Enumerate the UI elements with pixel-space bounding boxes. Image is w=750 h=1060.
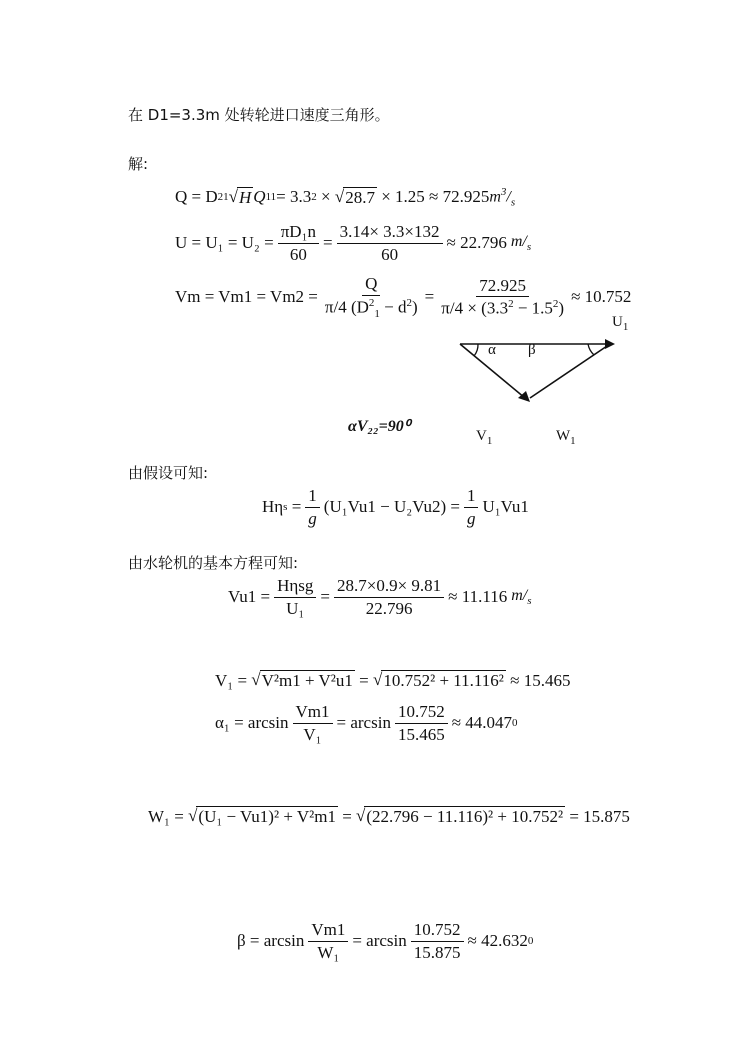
eq-alpha-mid: = arcsin (336, 713, 391, 733)
w1-vector-line (530, 344, 610, 398)
eq-beta-lhs: β = arcsin (237, 931, 305, 951)
eq-vm-result: ≈ 10.752 (571, 287, 632, 307)
eq-v1-result: ≈ 15.465 (510, 670, 571, 690)
eq-u-lhs: U = U₁ = U₂ = (175, 233, 274, 253)
fraction-beta-1: $\frac{Vm1}{\text{W₁}}$ (308, 920, 348, 962)
eq-v1-lhs: V₁ = (215, 670, 248, 690)
alpha-arc (474, 344, 478, 356)
fraction-vu-1: $\frac{\text{Hηsg}}{\text{U₁}}$ (274, 576, 316, 618)
eq-alpha-result: ≈ 44.047 (451, 713, 513, 733)
sqrt-v1-symbolic: √ V²m1 + V²u1 (251, 670, 353, 690)
eq-q-tail: × 1.25 ≈ 72.925 (381, 187, 490, 207)
equation-q: Q = D 2 1 √ H Q 11 = 3.3 2 × √ 28.7 × 1.25 ≈ 72.925 $m^3/_s$ (175, 186, 516, 209)
sqrt-v1-numeric: √ 10.752² + 11.116² (373, 670, 504, 690)
eq-u-result: ≈ 22.796 (446, 233, 507, 253)
sqrt-w1-numeric: √ (22.796 − 11.116)² + 10.752² (356, 806, 564, 826)
eq-w1-result: = 15.875 (569, 806, 630, 826)
equation-beta: β = arcsin $\frac{Vm1}{\text{W₁}}$ = arcsin $\frac{10.752}{15.875}$ ≈ 42.632 0 (237, 920, 534, 962)
sqrt-h: √ H (228, 186, 252, 207)
fraction-h-2: $\frac{1}{g}$ (464, 486, 479, 528)
equation-h-eta: Hη s = $\frac{1}{g}$ (U₁Vu1 − U₂Vu2) = $\frac{1}{g}$ U₁Vu1 (262, 486, 529, 528)
alpha-label: α (488, 342, 496, 358)
v1-label: $V_1$ (476, 428, 493, 447)
sqrt-w1-symbolic: √ (U₁ − Vu1)² + V²m1 (188, 806, 336, 826)
fraction-alpha-2: $\frac{10.752}{15.465}$ (395, 702, 448, 744)
equation-w1: W₁ = √ (U₁ − Vu1)² + V²m1 = √ (22.796 − 11.116)² + 10.752² = 15.875 (148, 806, 630, 826)
eq-vu-result: ≈ 11.116 (448, 587, 508, 607)
equation-alpha: α₁ = arcsin $\frac{Vm1}{\text{V₁}}$ = arcsin $\frac{10.752}{15.465}$ ≈ 44.047 0 (215, 702, 518, 744)
beta-label: β (528, 342, 536, 358)
fraction-vm-2: $\frac{72.925}{\pi/4 \times (3.3^2 - 1.5^2)}$ (441, 275, 565, 318)
assumption-label: 由假设可知: (128, 464, 209, 482)
fraction-h-1: $\frac{1}{g}$ (305, 486, 320, 528)
fraction-beta-2: $\frac{10.752}{15.875}$ (411, 920, 464, 962)
eq-h-lhs: Hη (262, 497, 284, 517)
unit-m3-per-s: $m^3/_s$ (489, 186, 516, 209)
eq-w1-lhs: W₁ = (148, 806, 184, 826)
beta-arc (588, 344, 594, 355)
fraction-u-2: $\frac{3.14\times 3.3\times 132}{60}$ (337, 222, 443, 264)
fraction-vm-1: $\frac{Q}{\pi/4 (D^2_1 - d^2)}$ (324, 274, 418, 320)
fraction-vu-2: $\frac{28.7\times 0.9\times 9.81}{22.796}$ (334, 576, 444, 618)
eq-h-end: U₁Vu1 (482, 497, 529, 517)
intro-text: 在 D1=3.3m 处转轮进口速度三角形。 (128, 106, 390, 124)
sqrt-28-7: √ 28.7 (334, 186, 375, 207)
eq-q-rhs-pre: = 3.3 (276, 187, 312, 207)
eq-alpha-lhs: α₁ = arcsin (215, 713, 289, 733)
w1-label: $W_1$ (556, 428, 576, 447)
fraction-u-1: $\frac{\text{πD₁n}}{60}$ (278, 222, 319, 264)
equation-vm: Vm = Vm1 = Vm2 = $\frac{Q}{\pi/4 (D^2_1 - d^2)}$ = $\frac{72.925}{\pi/4 \times (3.3^2 - 1.5^2)}$ ≈ 10.752 (175, 274, 632, 320)
unit-m-per-s: $m/_s$ (506, 232, 532, 254)
overlapping-angle-text: αV₂₂=90⁰ (348, 418, 411, 435)
fraction-alpha-1: $\frac{Vm1}{\text{V₁}}$ (293, 702, 333, 744)
equation-u: U = U₁ = U₂ = $\frac{\text{πD₁n}}{60}$ = $\frac{3.14\times 3.3\times 132}{60}$ ≈ 22.796 $m/_s$ (175, 222, 532, 264)
eq-vm-lhs: Vm = Vm1 = Vm2 = (175, 287, 318, 307)
basic-equation-label: 由水轮机的基本方程可知: (128, 554, 299, 572)
eq-q-lhs: Q = D (175, 187, 218, 207)
eq-vu-lhs: Vu1 = (228, 587, 271, 607)
equation-v1: V₁ = √ V²m1 + V²u1 = √ 10.752² + 11.116² ≈ 15.465 (215, 670, 571, 690)
u1-label: $U_1$ (612, 314, 629, 333)
eq-h-mid: (U₁Vu1 − U₂Vu2) = (323, 497, 460, 517)
solution-label: 解: (128, 155, 149, 173)
equation-vu1: Vu1 = $\frac{\text{Hηsg}}{\text{U₁}}$ = $\frac{28.7\times 0.9\times 9.81}{22.796}$ ≈ 11.116 $m/_s$ (228, 576, 532, 618)
eq-beta-mid: = arcsin (352, 931, 407, 951)
unit-m-per-s-2: $m/_s$ (507, 586, 532, 608)
eq-beta-result: ≈ 42.632 (467, 931, 528, 951)
